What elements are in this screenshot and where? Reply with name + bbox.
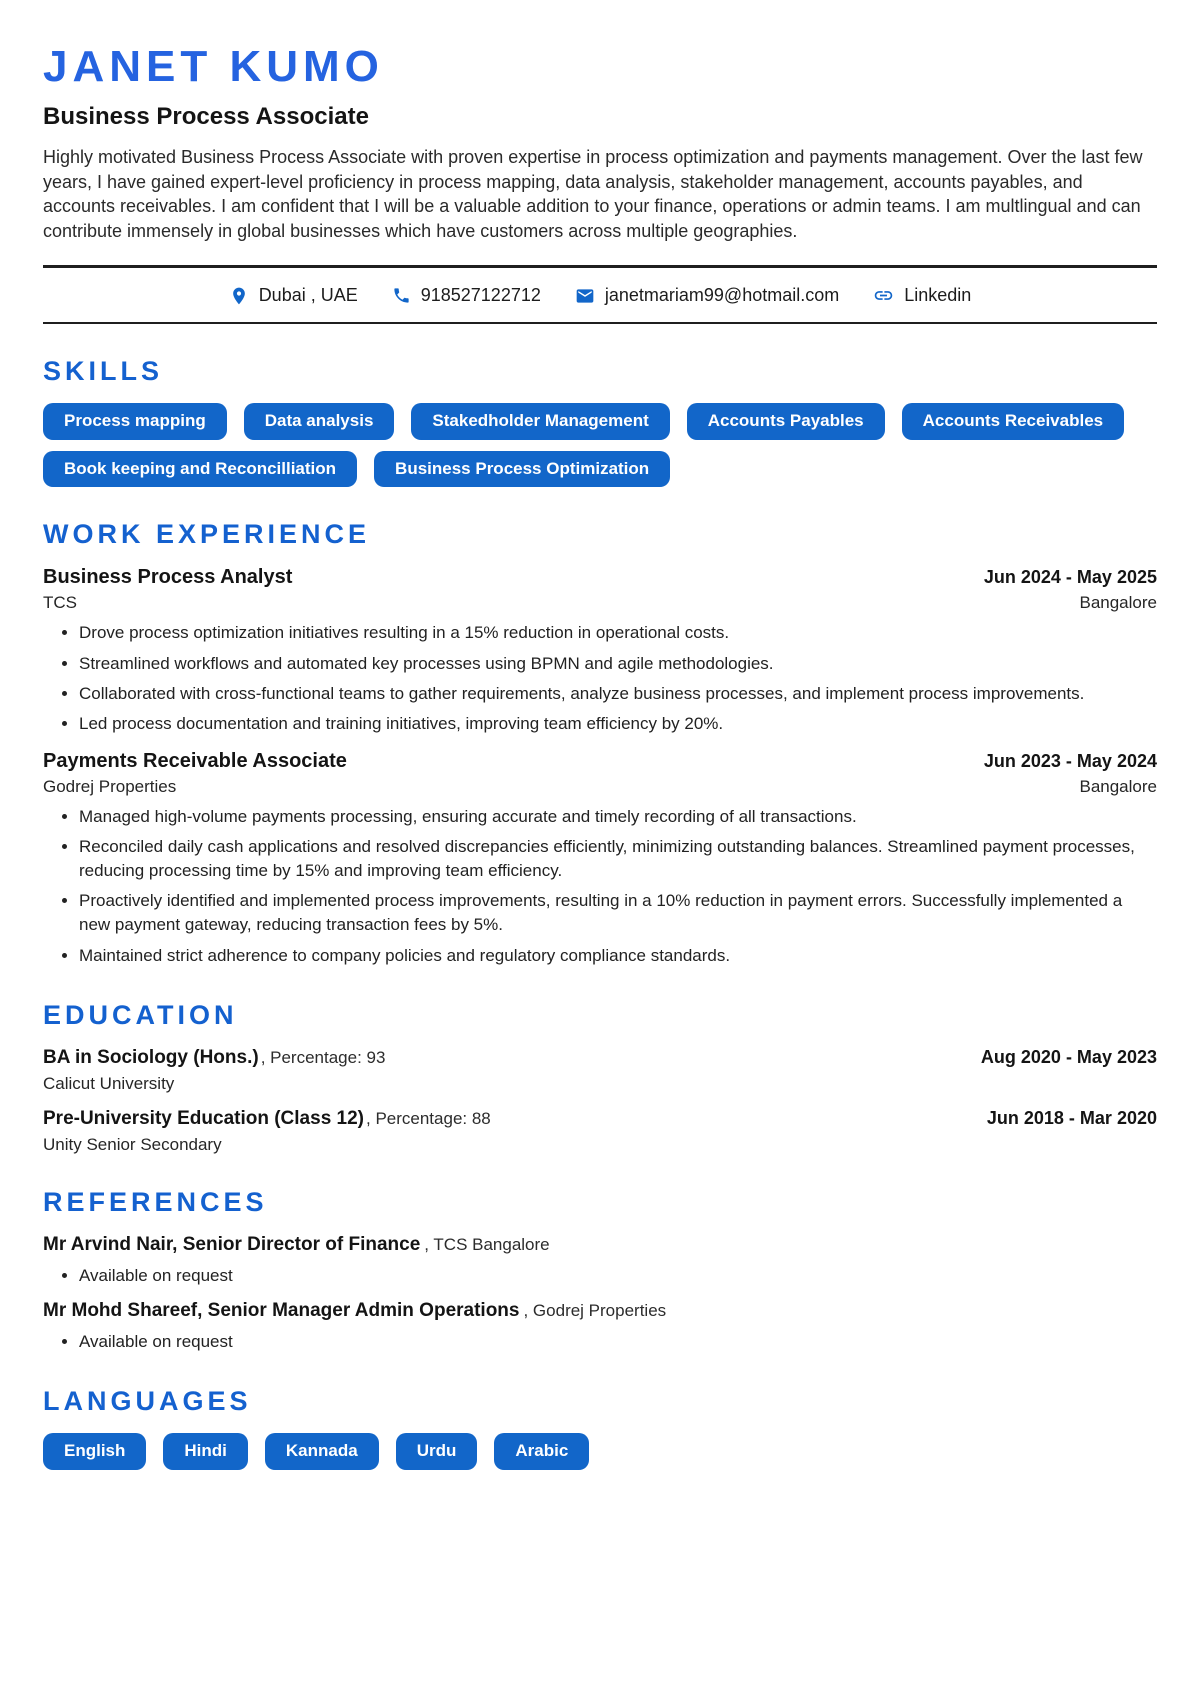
education-dates: Aug 2020 - May 2023 (980, 1046, 1157, 1067)
job-location: Bangalore (1079, 593, 1157, 613)
language-pill: Arabic (494, 1433, 589, 1470)
education-entry-head (43, 1108, 1157, 1130)
phone-icon (392, 286, 411, 305)
contact-bar (43, 265, 1157, 324)
job-entry-sub (43, 593, 1157, 613)
skill-pill: Accounts Payables (687, 403, 885, 440)
job-title: Payments Receivable Associate (43, 749, 347, 772)
summary-paragraph: Highly motivated Business Process Associate with proven expertise in process optimization and payments management. Over the last few years, I have gained expert-level proficiency in process mapping, data analysis, stakeholder management, accounts payables, and accounts receivables. I am confident that I will be a valuable addition to your finance, operations or admin teams. I am multlingual and can contribute immensely in global businesses which have customers across multiple geographies. (43, 147, 1143, 241)
job-bullet: • Managed high-volume payments processing, ensuring accurate and timely recording of all transactions. (79, 805, 1157, 829)
references-heading: REFERENCES (43, 1186, 268, 1217)
skills-heading: SKILLS (43, 356, 164, 387)
education-entry (43, 1047, 1157, 1094)
skill-pill: Business Process Optimization (374, 451, 670, 488)
skill-pill: Process mapping (43, 403, 227, 440)
reference-name: Mr Arvind Nair, Senior Director of Finance (43, 1233, 421, 1255)
language-pill: Kannada (265, 1433, 379, 1470)
job-bullets (43, 621, 1157, 736)
reference-head (43, 1234, 1157, 1256)
mail-icon (575, 286, 595, 306)
reference-org: , TCS Bangalore (424, 1234, 550, 1254)
references-section (43, 1187, 1157, 1354)
education-degree: Pre-University Education (Class 12) (43, 1107, 364, 1129)
education-degree-line (43, 1047, 385, 1069)
reference-org: , Godrej Properties (523, 1300, 667, 1320)
contact-phone (392, 285, 541, 306)
education-school: Calicut University (43, 1073, 175, 1093)
job-company: TCS (43, 593, 77, 613)
location-pin-icon (229, 286, 249, 306)
contact-email-text: janetmariam99@hotmail.com (604, 285, 840, 306)
job-bullet: • Reconciled daily cash applications and resolved discrepancies efficiently, minimizing outstanding balances. Streamlined payment processes, reducing processing time by 15% and improving team efficiency. (79, 835, 1157, 883)
education-entry (43, 1108, 1157, 1155)
language-pill: English (43, 1433, 146, 1470)
job-dates: Jun 2024 - May 2025 (983, 567, 1157, 588)
job-entry-head (43, 750, 1157, 773)
education-degree-line (43, 1108, 491, 1130)
education-percentage: , Percentage: 88 (366, 1108, 491, 1128)
reference-bullets (43, 1330, 1157, 1354)
skills-section (43, 356, 1157, 487)
job-company: Godrej Properties (43, 776, 177, 796)
job-entry-sub (43, 777, 1157, 797)
skill-pill: Stakedholder Management (411, 403, 669, 440)
education-heading: EDUCATION (43, 999, 238, 1030)
education-entry-head (43, 1047, 1157, 1069)
job-location: Bangalore (1079, 776, 1157, 796)
contact-phone-text: 918527122712 (420, 285, 541, 306)
job-bullet: • Streamlined workflows and automated key processes using BPMN and agile methodologies. (79, 652, 1157, 676)
job-entry-head (43, 566, 1157, 589)
job-bullet: • Drove process optimization initiatives resulting in a 15% reduction in operational costs. (79, 621, 1157, 645)
job-title: Business Process Analyst (43, 566, 293, 589)
job-bullet: • Collaborated with cross-functional teams to gather requirements, analyze business processes, and implement process improvements. (79, 682, 1157, 706)
skills-pill-row (43, 403, 1157, 487)
languages-section (43, 1386, 1157, 1470)
job-bullet: • Maintained strict adherence to company policies and regulatory compliance standards. (79, 944, 1157, 968)
education-dates: Jun 2018 - Mar 2020 (986, 1107, 1157, 1128)
reference-bullet: • Available on request (79, 1264, 1157, 1288)
education-degree: BA in Sociology (Hons.) (43, 1046, 259, 1068)
reference-name: Mr Mohd Shareef, Senior Manager Admin Operations (43, 1299, 520, 1321)
languages-heading: LANGUAGES (43, 1385, 252, 1416)
job-dates: Jun 2023 - May 2024 (983, 750, 1157, 771)
person-job-title: Business Process Associate (43, 103, 369, 131)
contact-linkedin-text: Linkedin (904, 285, 972, 306)
person-name: JANET KUMO (43, 42, 384, 91)
job-entry (43, 566, 1157, 736)
work-experience-section (43, 519, 1157, 967)
job-bullet: • Led process documentation and training initiatives, improving team efficiency by 20%. (79, 712, 1157, 736)
work-experience-heading: WORK EXPERIENCE (43, 519, 371, 550)
education-school: Unity Senior Secondary (43, 1134, 222, 1154)
reference-bullets (43, 1264, 1157, 1288)
education-section (43, 1000, 1157, 1155)
skill-pill: Data analysis (244, 403, 395, 440)
reference-entry (43, 1300, 1157, 1354)
languages-pill-row (43, 1433, 1157, 1470)
contact-email[interactable] (575, 285, 839, 306)
language-pill: Hindi (163, 1433, 248, 1470)
job-bullet: • Proactively identified and implemented process improvements, resulting in a 10% reduction in payment errors. Successfully implemented a new payment gateway, reducing transaction fees by 5%. (79, 889, 1157, 937)
link-icon (873, 285, 894, 306)
contact-location-text: Dubai , UAE (258, 285, 358, 306)
reference-entry (43, 1234, 1157, 1288)
skill-pill: Accounts Receivables (902, 403, 1124, 440)
contact-linkedin[interactable] (873, 285, 971, 306)
job-bullets (43, 805, 1157, 968)
skill-pill: Book keeping and Reconcilliation (43, 451, 357, 488)
reference-bullet: • Available on request (79, 1330, 1157, 1354)
education-percentage: , Percentage: 93 (260, 1047, 386, 1067)
job-entry (43, 750, 1157, 968)
resume-header (43, 44, 1157, 243)
reference-head (43, 1300, 1157, 1322)
contact-location (229, 285, 358, 306)
language-pill: Urdu (396, 1433, 478, 1470)
